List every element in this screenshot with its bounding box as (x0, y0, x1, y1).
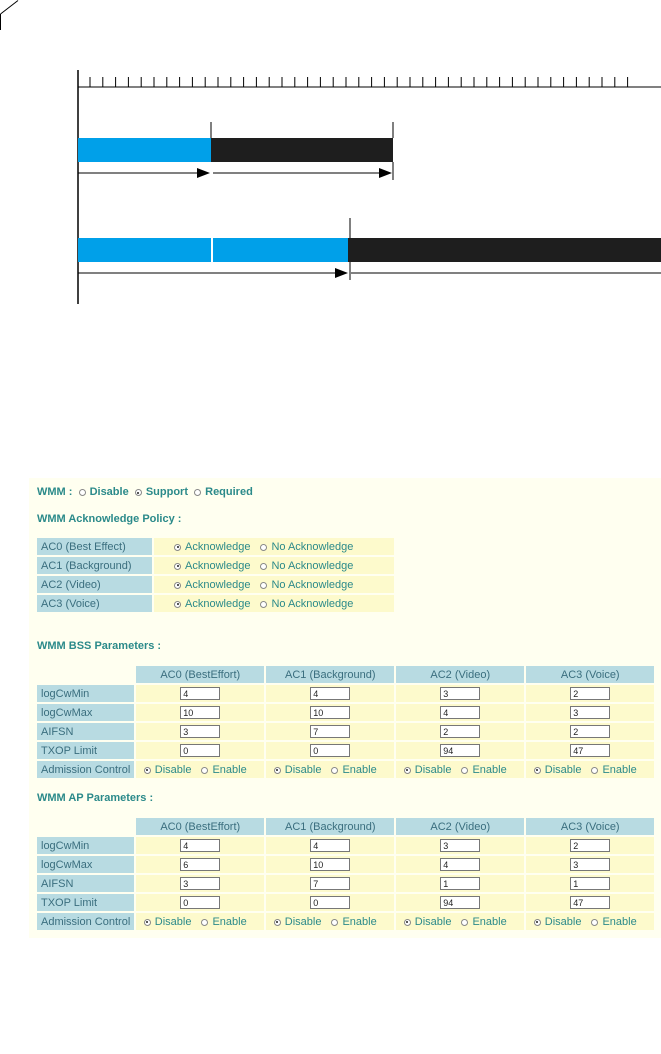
radio-icon[interactable] (591, 767, 598, 774)
ack-options (154, 538, 394, 555)
wmm-mode-row (37, 485, 253, 499)
frame-2 (78, 218, 661, 280)
radio-icon[interactable] (274, 919, 281, 926)
param-input[interactable]: 7 (310, 877, 350, 890)
radio-icon[interactable] (174, 544, 181, 551)
param-input[interactable]: 6 (180, 858, 220, 871)
param-input[interactable]: 47 (570, 744, 610, 757)
param-cell (526, 875, 654, 892)
radio-icon[interactable] (461, 767, 468, 774)
wmm-disable-radio[interactable]: Disable (79, 486, 129, 498)
admission-disable-radio[interactable]: Disable (404, 916, 452, 928)
radio-icon[interactable] (404, 767, 411, 774)
admission-disable-radio[interactable]: Disable (274, 916, 322, 928)
bss-params-table (35, 664, 656, 780)
column-header: AC2 (Video) (396, 666, 524, 683)
param-label: logCwMin (37, 685, 134, 702)
param-cell (266, 837, 394, 854)
column-header: AC0 (BestEffort) (136, 818, 264, 835)
ack-row (37, 576, 394, 593)
corner-mark (0, 0, 30, 30)
arrow-icon (335, 268, 348, 278)
acknowledge-radio[interactable]: Acknowledge (174, 598, 250, 610)
radio-icon[interactable] (461, 919, 468, 926)
ack-row-label: AC0 (Best Effect) (37, 538, 152, 555)
param-cell (136, 742, 264, 759)
param-cell (396, 856, 524, 873)
param-cell (396, 875, 524, 892)
param-cell (136, 685, 264, 702)
wmm-config-panel (29, 478, 661, 938)
acknowledge-radio[interactable]: Acknowledge (174, 541, 250, 553)
radio-icon[interactable] (201, 767, 208, 774)
backoff-segment (213, 238, 348, 262)
param-input[interactable]: 7 (310, 725, 350, 738)
param-input[interactable]: 3 (570, 706, 610, 719)
column-header: AC0 (BestEffort) (136, 666, 264, 683)
admission-enable-radio[interactable]: Enable (461, 764, 506, 776)
admission-enable-radio[interactable]: Enable (591, 764, 636, 776)
ack-options (154, 557, 394, 574)
param-input[interactable]: 10 (310, 858, 350, 871)
admission-options (526, 913, 654, 930)
param-cell (266, 875, 394, 892)
radio-icon[interactable] (260, 601, 267, 608)
admission-enable-radio[interactable]: Enable (331, 916, 376, 928)
param-cell (136, 837, 264, 854)
no-acknowledge-radio[interactable]: No Acknowledge (260, 579, 353, 591)
admission-options (136, 761, 264, 778)
param-header-row (37, 818, 654, 835)
param-row (37, 742, 654, 759)
ack-row (37, 557, 394, 574)
admission-disable-radio[interactable]: Disable (534, 916, 582, 928)
param-cell (396, 723, 524, 740)
radio-icon[interactable] (174, 582, 181, 589)
param-input[interactable]: 0 (180, 744, 220, 757)
admission-control-row (37, 761, 654, 778)
ap-params-table (35, 816, 656, 932)
radio-icon[interactable] (260, 563, 267, 570)
param-cell (266, 723, 394, 740)
wmm-required-radio[interactable]: Required (194, 486, 253, 498)
radio-icon[interactable] (260, 582, 267, 589)
param-cell (266, 856, 394, 873)
param-input[interactable]: 4 (180, 687, 220, 700)
radio-icon[interactable] (534, 919, 541, 926)
param-input[interactable]: 4 (440, 706, 480, 719)
admission-options (136, 913, 264, 930)
radio-icon[interactable] (260, 544, 267, 551)
radio-icon[interactable] (331, 919, 338, 926)
admission-disable-radio[interactable]: Disable (534, 764, 582, 776)
radio-icon[interactable] (331, 767, 338, 774)
param-label: AIFSN (37, 875, 134, 892)
radio-icon[interactable] (534, 767, 541, 774)
param-input[interactable]: 4 (180, 839, 220, 852)
acknowledge-radio[interactable]: Acknowledge (174, 560, 250, 572)
param-cell (396, 742, 524, 759)
param-input[interactable]: 2 (440, 725, 480, 738)
admission-options (526, 761, 654, 778)
admission-disable-radio[interactable]: Disable (274, 764, 322, 776)
admission-disable-radio[interactable]: Disable (404, 764, 452, 776)
param-input[interactable]: 1 (440, 877, 480, 890)
radio-icon[interactable] (591, 919, 598, 926)
param-input[interactable]: 4 (440, 858, 480, 871)
transmission-segment (211, 138, 393, 162)
admission-control-label: Admission Control (37, 913, 134, 930)
param-input[interactable]: 0 (180, 896, 220, 909)
param-cell (396, 685, 524, 702)
param-input[interactable]: 4 (310, 839, 350, 852)
ack-policy-table (35, 536, 396, 614)
param-cell (526, 742, 654, 759)
param-row (37, 875, 654, 892)
admission-enable-radio[interactable]: Enable (591, 916, 636, 928)
no-acknowledge-radio[interactable]: No Acknowledge (260, 541, 353, 553)
ack-policy-title: WMM Acknowledge Policy : (37, 513, 182, 525)
arrow-icon (379, 168, 392, 178)
transmission-segment (348, 238, 661, 262)
param-row (37, 856, 654, 873)
param-label: AIFSN (37, 723, 134, 740)
radio-icon[interactable] (174, 563, 181, 570)
ack-row-label: AC1 (Background) (37, 557, 152, 574)
param-cell (526, 685, 654, 702)
param-cell (266, 894, 394, 911)
column-header: AC1 (Background) (266, 666, 394, 683)
ack-row (37, 595, 394, 612)
radio-icon[interactable] (201, 919, 208, 926)
acknowledge-radio[interactable]: Acknowledge (174, 579, 250, 591)
backoff-segment (78, 138, 211, 162)
radio-icon[interactable] (274, 767, 281, 774)
param-input[interactable]: 2 (570, 725, 610, 738)
column-header: AC2 (Video) (396, 818, 524, 835)
column-header: AC3 (Voice) (526, 666, 654, 683)
column-header: AC3 (Voice) (526, 818, 654, 835)
param-input[interactable]: 0 (310, 896, 350, 909)
admission-options (396, 913, 524, 930)
param-input[interactable]: 94 (440, 744, 480, 757)
wmm-label: WMM : (37, 486, 73, 498)
param-cell (396, 704, 524, 721)
no-acknowledge-radio[interactable]: No Acknowledge (260, 598, 353, 610)
radio-icon[interactable] (194, 489, 201, 496)
wmm-support-radio[interactable]: Support (135, 486, 188, 498)
frame-1 (78, 122, 393, 180)
ack-row (37, 538, 394, 555)
param-input[interactable]: 3 (180, 725, 220, 738)
admission-options (266, 913, 394, 930)
admission-enable-radio[interactable]: Enable (201, 764, 246, 776)
ap-params-title: WMM AP Parameters : (37, 792, 154, 804)
radio-icon[interactable] (135, 489, 142, 496)
ack-row-label: AC3 (Voice) (37, 595, 152, 612)
ack-row-label: AC2 (Video) (37, 576, 152, 593)
param-input[interactable]: 10 (310, 706, 350, 719)
ack-options (154, 595, 394, 612)
param-cell (526, 856, 654, 873)
param-input[interactable]: 0 (310, 744, 350, 757)
param-cell (526, 894, 654, 911)
radio-icon[interactable] (174, 601, 181, 608)
param-cell (136, 875, 264, 892)
ack-options (154, 576, 394, 593)
param-cell (266, 704, 394, 721)
param-row (37, 894, 654, 911)
param-cell (136, 894, 264, 911)
param-cell (526, 704, 654, 721)
column-header: AC1 (Background) (266, 818, 394, 835)
param-cell (526, 723, 654, 740)
param-label: logCwMin (37, 837, 134, 854)
admission-disable-radio[interactable]: Disable (144, 916, 192, 928)
param-label: TXOP Limit (37, 742, 134, 759)
no-acknowledge-radio[interactable]: No Acknowledge (260, 560, 353, 572)
radio-icon[interactable] (144, 767, 151, 774)
param-input[interactable]: 4 (310, 687, 350, 700)
param-input[interactable]: 47 (570, 896, 610, 909)
param-input[interactable]: 2 (570, 839, 610, 852)
param-label: logCwMax (37, 704, 134, 721)
arrow-icon (197, 168, 210, 178)
param-input[interactable]: 1 (570, 877, 610, 890)
param-cell (136, 856, 264, 873)
radio-icon[interactable] (79, 489, 86, 496)
param-input[interactable]: 3 (440, 839, 480, 852)
param-cell (526, 837, 654, 854)
radio-icon[interactable] (404, 919, 411, 926)
admission-enable-radio[interactable]: Enable (331, 764, 376, 776)
param-row (37, 837, 654, 854)
admission-control-label: Admission Control (37, 761, 134, 778)
timing-diagram (0, 60, 661, 310)
param-row (37, 704, 654, 721)
param-row (37, 685, 654, 702)
backoff-segment (78, 238, 211, 262)
param-cell (396, 837, 524, 854)
admission-control-row (37, 913, 654, 930)
param-cell (396, 894, 524, 911)
time-axis (78, 70, 661, 304)
param-label: TXOP Limit (37, 894, 134, 911)
param-label: logCwMax (37, 856, 134, 873)
param-input[interactable]: 3 (440, 687, 480, 700)
admission-options (396, 761, 524, 778)
param-input[interactable]: 94 (440, 896, 480, 909)
param-input[interactable]: 2 (570, 687, 610, 700)
param-input[interactable]: 3 (180, 877, 220, 890)
admission-enable-radio[interactable]: Enable (461, 916, 506, 928)
param-input[interactable]: 3 (570, 858, 610, 871)
admission-options (266, 761, 394, 778)
param-cell (266, 742, 394, 759)
param-header-row (37, 666, 654, 683)
admission-disable-radio[interactable]: Disable (144, 764, 192, 776)
radio-icon[interactable] (144, 919, 151, 926)
param-cell (266, 685, 394, 702)
bss-params-title: WMM BSS Parameters : (37, 640, 162, 652)
param-cell (136, 723, 264, 740)
admission-enable-radio[interactable]: Enable (201, 916, 246, 928)
param-input[interactable]: 10 (180, 706, 220, 719)
param-row (37, 723, 654, 740)
param-cell (136, 704, 264, 721)
